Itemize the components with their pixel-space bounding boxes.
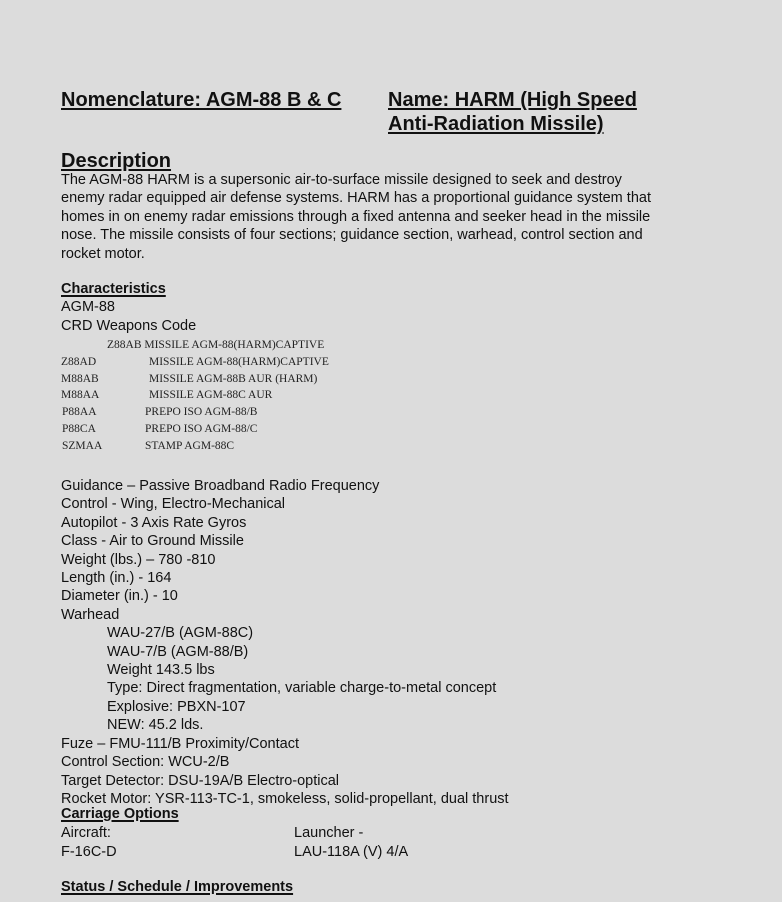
carriage-heading: Carriage Options	[61, 806, 179, 822]
code-id: SZMAA	[62, 439, 103, 452]
description-line: enemy radar equipped air defense systems. HARM has a proportional guidance system that	[61, 190, 651, 207]
status-heading: Status / Schedule / Improvements	[61, 879, 294, 895]
crd-codes-list	[61, 337, 329, 455]
warhead-item: Explosive: PBXN-107	[107, 698, 246, 715]
spec-rocket-motor: Rocket Motor: YSR-113-TC-1, smokeless, solid-propellant, dual thrust	[61, 790, 509, 807]
code-desc: MISSILE AGM-88B AUR (HARM)	[149, 372, 318, 385]
code-desc: STAMP AGM-88C	[145, 439, 235, 452]
description-line: nose. The missile consists of four sections; guidance section, warhead, control section and	[61, 227, 643, 244]
spec-control: Control - Wing, Electro-Mechanical	[61, 496, 286, 513]
code-desc: PREPO ISO AGM-88/C	[145, 422, 258, 435]
launcher-label: Launcher -	[294, 825, 364, 841]
spec-length: Length (in.) - 164	[61, 570, 172, 587]
code-row	[61, 337, 329, 354]
description-line: rocket motor.	[61, 245, 145, 262]
spec-warhead: Warhead	[61, 606, 120, 623]
code-id: P88AA	[62, 406, 97, 419]
description-heading: Description	[61, 150, 172, 172]
code-id: Z88AB	[107, 339, 142, 351]
warhead-details	[61, 624, 509, 734]
warhead-item: NEW: 45.2 lds.	[107, 717, 204, 734]
spec-diameter: Diameter (in.) - 10	[61, 588, 178, 605]
specs-list	[61, 477, 509, 808]
code-desc: MISSILE AGM-88(HARM)CAPTIVE	[149, 355, 329, 368]
code-row	[61, 421, 329, 438]
spec-control-section: Control Section: WCU-2/B	[61, 754, 230, 771]
name-heading-line2: Anti-Radiation Missile)	[388, 113, 604, 135]
characteristics-heading: Characteristics	[61, 281, 166, 297]
code-row	[61, 404, 329, 421]
aircraft-label: Aircraft:	[61, 825, 111, 841]
spec-autopilot: Autopilot - 3 Axis Rate Gyros	[61, 514, 247, 531]
warhead-item: WAU-27/B (AGM-88C)	[107, 625, 254, 642]
description-line: The AGM-88 HARM is a supersonic air-to-surface missile designed to seek and destroy	[61, 172, 622, 188]
code-desc: PREPO ISO AGM-88/B	[145, 406, 258, 419]
warhead-item: Weight 143.5 lbs	[107, 662, 215, 679]
warhead-item: Type: Direct fragmentation, variable charge-to-metal concept	[107, 680, 497, 697]
code-desc: MISSILE AGM-88C AUR	[149, 389, 273, 402]
description-line: homes in on enemy radar emissions through a fixed antenna and seeker head in the missile	[61, 208, 651, 225]
spec-target-detector: Target Detector: DSU-19A/B Electro-optical	[61, 772, 340, 789]
nomenclature-heading: Nomenclature: AGM-88 B & C	[61, 89, 342, 111]
spec-guidance: Guidance – Passive Broadband Radio Frequency	[61, 478, 380, 494]
description-paragraph	[61, 171, 651, 263]
launcher-value: LAU-118A (V) 4/A	[294, 844, 409, 860]
warhead-item: WAU-7/B (AGM-88/B)	[107, 643, 249, 660]
model-text: AGM-88	[61, 299, 115, 315]
code-row	[61, 438, 329, 455]
code-id: P88CA	[62, 422, 96, 435]
aircraft-value: F-16C-D	[61, 844, 117, 860]
spec-fuze: Fuze – FMU-111/B Proximity/Contact	[61, 735, 299, 752]
spec-class: Class - Air to Ground Missile	[61, 533, 244, 550]
code-id: Z88AD	[61, 355, 97, 368]
code-row	[61, 387, 329, 404]
spec-weight: Weight (lbs.) – 780 -810	[61, 551, 216, 568]
crd-codes-label: CRD Weapons Code	[61, 318, 197, 334]
name-heading-line1: Name: HARM (High Speed	[388, 89, 637, 111]
code-id: M88AB	[61, 372, 99, 385]
code-desc: MISSILE AGM-88(HARM)CAPTIVE	[144, 339, 325, 351]
code-row	[61, 354, 329, 371]
code-id: M88AA	[61, 389, 100, 402]
code-row	[61, 371, 329, 388]
